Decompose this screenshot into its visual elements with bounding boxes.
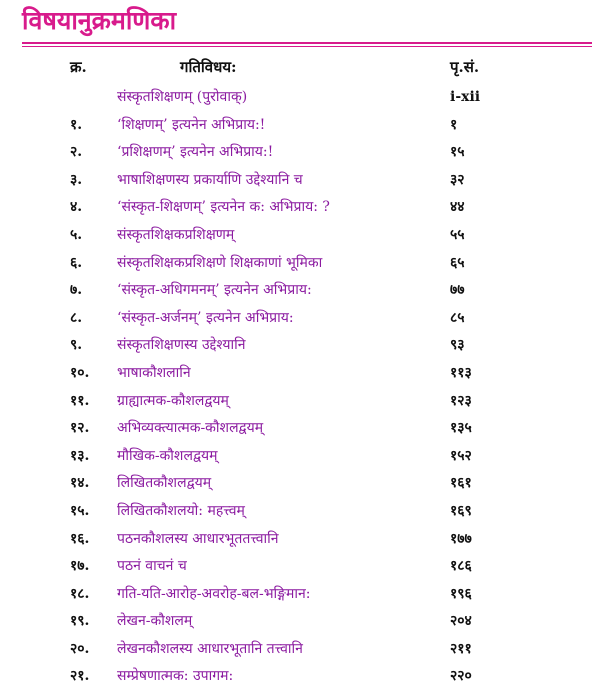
toc-page: १३५ [450,420,472,437]
column-header-number: क्र. [70,58,87,76]
toc-row [0,250,600,278]
toc-number: ६. [70,254,83,271]
toc-page: १८६ [450,558,472,575]
toc-topic: लेखनकौशलस्य आधारभूतानि तत्त्वानि [117,640,303,657]
toc-topic: पठनकौशलस्य आधारभूततत्त्वानि [117,530,279,547]
toc-number: १६. [70,530,90,547]
toc-topic: पठनं वाचनं च [117,558,187,575]
toc-page: i-xii [450,89,481,105]
toc-page: १५ [450,144,465,161]
toc-page: १ [450,116,458,133]
toc-topic: संस्कृतशिक्षकप्रशिक्षणे शिक्षकाणां भूमिका [117,254,323,271]
toc-number: २०. [70,640,90,657]
toc-page: १६१ [450,475,472,492]
toc-page: २११ [450,640,472,657]
toc-topic: संस्कृतशिक्षणम् (पुरोवाक्) [117,89,248,105]
toc-row [0,112,600,140]
title-underline [22,42,592,44]
toc-topic: ग्राह्यात्मक-कौशलद्वयम् [117,392,229,409]
toc-page: ६५ [450,254,465,271]
toc-number: १३. [70,447,90,464]
toc-number: ८. [70,309,83,326]
toc-row [0,332,600,360]
toc-number: ९. [70,337,83,354]
toc-number: ५. [70,226,83,243]
toc-row [0,305,600,333]
toc-page: १९६ [450,585,472,602]
toc-number: १८. [70,585,90,602]
toc-number: २१. [70,668,90,685]
toc-row [0,443,600,471]
toc-row [0,553,600,581]
toc-page: २२० [450,668,472,685]
toc-row [0,84,600,112]
toc-page: १६९ [450,502,472,519]
toc-topic: संस्कृतशिक्षकप्रशिक्षणम् [117,226,235,243]
toc-topic: मौखिक-कौशलद्वयम् [117,447,218,464]
toc-topic: गति-यति-आरोह-अवरोह-बल-भङ्गिमान: [117,585,311,602]
toc-row [0,470,600,498]
toc-topic: ‘संस्कृत-शिक्षणम्’ इत्यनेन क: अभिप्राय: ? [117,199,330,216]
toc-row [0,277,600,305]
toc-number: १. [70,116,83,133]
column-header-topic: गतिविधय: [180,58,237,76]
toc-page: ५५ [450,226,465,243]
page-title: विषयानुक्रमणिका [22,6,177,35]
toc-number: १५. [70,502,90,519]
toc-number: १४. [70,475,90,492]
toc-number: १७. [70,558,90,575]
toc-topic: संस्कृतशिक्षणस्य उद्देश्यानि [117,337,246,354]
toc-number: ४. [70,199,83,216]
toc-topic: ‘प्रशिक्षणम्’ इत्यनेन अभिप्राय:! [117,144,274,161]
toc-page: ११३ [450,364,472,381]
toc-number: १२. [70,420,90,437]
toc-row [0,636,600,664]
toc-row [0,498,600,526]
toc-row [0,167,600,195]
toc-topic: लिखितकौशलयो: महत्त्वम् [117,502,245,519]
toc-number: १०. [70,364,90,381]
toc-row [0,415,600,443]
toc-page: १७७ [450,530,472,547]
toc-number: ११. [70,392,90,409]
toc-row [0,194,600,222]
toc-page: ८५ [450,309,465,326]
toc-row [0,360,600,388]
toc-page: ९३ [450,337,465,354]
toc-topic: भाषाकौशलानि [117,364,191,381]
column-header-page: पृ.सं. [450,58,480,76]
toc-topic: ‘संस्कृत-अर्जनम्’ इत्यनेन अभिप्राय: [117,309,294,326]
toc-row [0,663,600,691]
toc-page: २०४ [450,613,472,630]
toc-number: २. [70,144,83,161]
toc-page: ४४ [450,199,465,216]
toc-row [0,222,600,250]
toc-row [0,608,600,636]
toc-number: ३. [70,171,83,188]
toc-page: १२३ [450,392,472,409]
toc-row [0,526,600,554]
toc-topic: ‘शिक्षणम्’ इत्यनेन अभिप्राय:! [117,116,266,133]
table-of-contents [0,84,600,691]
toc-page: ३२ [450,171,465,188]
toc-page: ७७ [450,282,465,299]
toc-row [0,581,600,609]
toc-row [0,388,600,416]
toc-number: १९. [70,613,90,630]
toc-topic: लेखन-कौशलम् [117,613,193,630]
toc-topic: सम्प्रेषणात्मक: उपागम: [117,668,234,685]
toc-topic: ‘संस्कृत-अधिगमनम्’ इत्यनेन अभिप्राय: [117,282,312,299]
toc-page: १५२ [450,447,472,464]
toc-topic: अभिव्यक्त्यात्मक-कौशलद्वयम् [117,420,264,437]
toc-topic: भाषाशिक्षणस्य प्रकार्याणि उद्देश्यानि च [117,171,303,188]
toc-number: ७. [70,282,83,299]
title-underline-thin [22,46,592,47]
toc-topic: लिखितकौशलद्वयम् [117,475,212,492]
toc-row [0,139,600,167]
